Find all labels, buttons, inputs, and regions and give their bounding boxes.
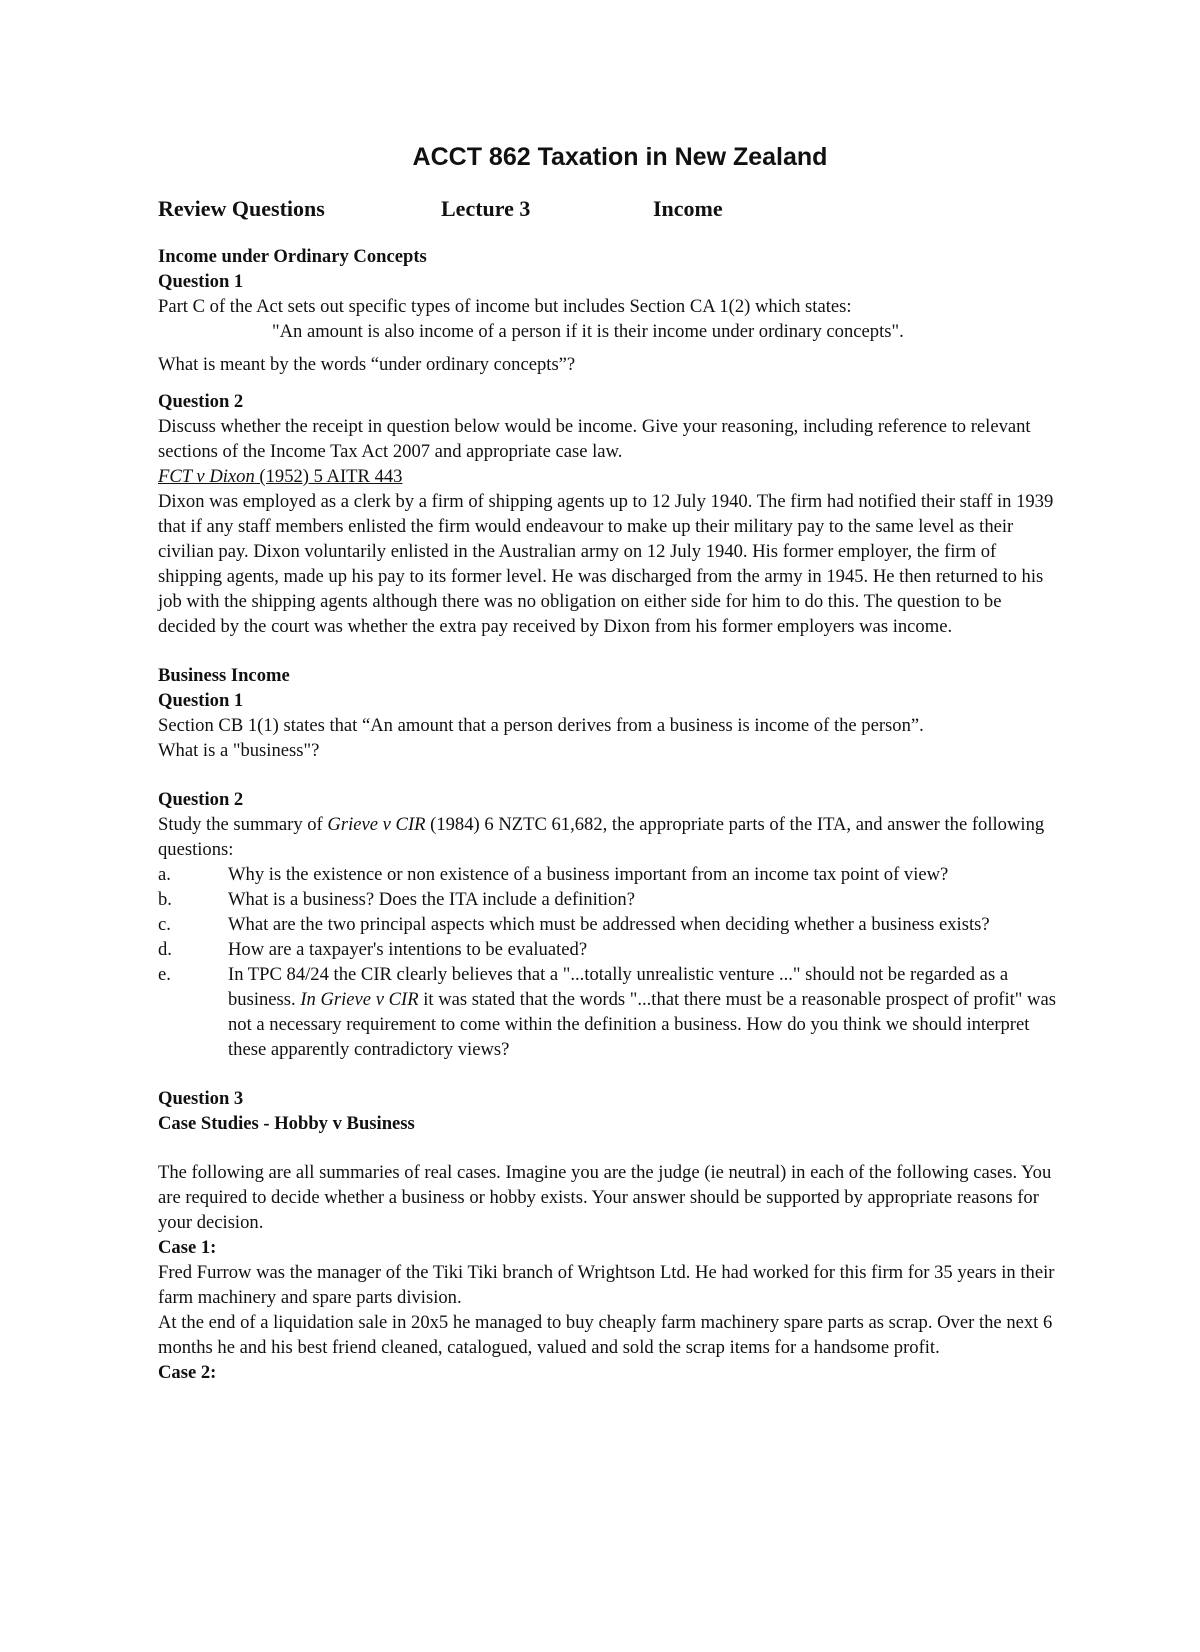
list-item-text: What is a business? Does the ITA include a definition? <box>228 889 635 910</box>
list-item <box>158 862 1058 887</box>
document-title: ACCT 862 Taxation in New Zealand <box>412 143 828 171</box>
question-text: What is meant by the words “under ordinary concepts”? <box>158 354 576 375</box>
list-item <box>158 962 1058 1062</box>
list-item-text-part: In TPC 84/24 the CIR clearly believes that a "...totally unrealistic venture ..." should not be regarded as a business. <box>228 964 1009 1010</box>
list-item-text: What are the two principal aspects which must be addressed when deciding whether a business exists? <box>228 914 990 935</box>
case-reference: (1952) 5 AITR 443 <box>254 466 403 487</box>
case-label: Case 1: <box>158 1237 217 1258</box>
sub-question-list <box>158 862 1058 1062</box>
case-name: Grieve v CIR <box>327 814 426 835</box>
case-name: FCT v Dixon <box>158 466 255 487</box>
question-label: Question 1 <box>158 690 244 711</box>
case-citation <box>158 464 1058 489</box>
question-text <box>158 812 1058 862</box>
question-text: What is a "business"? <box>158 740 320 761</box>
list-item <box>158 887 1058 912</box>
list-item-text: Why is the existence or non existence of a business important from an income tax point of view? <box>228 864 949 885</box>
question-text-part: (1984) 6 NZTC 61,682, the appropriate parts of the ITA, and answer the following questions: <box>158 814 1045 860</box>
document-content <box>158 140 1058 1385</box>
subtitle-topic: Income <box>653 196 723 221</box>
question-label: Question 1 <box>158 271 244 292</box>
case-text: Fred Furrow was the manager of the Tiki Tiki branch of Wrightson Ltd. He had worked for this firm for 35 years in their farm machinery and spare parts division. <box>158 1262 1055 1308</box>
case-facts: Dixon was employed as a clerk by a firm of shipping agents up to 12 July 1940. The firm had notified their staff in 1939 that if any staff members enlisted the firm would endeavour to make up their military pay to the same level as their civilian pay. Dixon voluntarily enlisted in the Australian army on 12 July 1940. His former employer, the firm of shipping agents, made up his pay to its former level. He was discharged from the army in 1945. He then returned to his job with the shipping agents although there was no obligation on either side for him to do this. The question to be decided by the court was whether the extra pay received by Dixon from his former employers was income. <box>158 491 1054 637</box>
question-label: Question 2 <box>158 789 244 810</box>
list-item-text <box>228 962 1058 1062</box>
section-heading-business-income: Business Income <box>158 665 290 686</box>
section-heading-ordinary-concepts: Income under Ordinary Concepts <box>158 246 427 267</box>
list-item-label: b. <box>158 889 172 910</box>
question-text: Part C of the Act sets out specific types of income but includes Section CA 1(2) which states: <box>158 296 852 317</box>
list-item <box>158 912 1058 937</box>
subtitle-lecture: Lecture 3 <box>441 196 531 221</box>
case-label: Case 2: <box>158 1362 217 1383</box>
statute-quote: "An amount is also income of a person if it is their income under ordinary concepts". <box>272 321 904 342</box>
list-item-label: d. <box>158 939 172 960</box>
case-studies-heading: Case Studies - Hobby v Business <box>158 1113 415 1134</box>
case-text: At the end of a liquidation sale in 20x5 he managed to buy cheaply farm machinery spare parts as scrap. Over the next 6 months he and his best friend cleaned, catalogued, valued and sold the scrap items for a handsome profit. <box>158 1312 1053 1358</box>
subtitle-review-questions: Review Questions <box>158 196 325 221</box>
question-text: Section CB 1(1) states that “An amount that a person derives from a business is income of the person”. <box>158 715 924 736</box>
list-item-text: How are a taxpayer's intentions to be evaluated? <box>228 939 588 960</box>
question-label: Question 3 <box>158 1088 244 1109</box>
case-name: In Grieve v CIR <box>300 989 419 1010</box>
list-item-label: c. <box>158 914 171 935</box>
list-item-text-part: it was stated that the words "...that there must be a reasonable prospect of profit" was not a necessary requirement to come within the definition a business. How do you think we should interpret these apparently contradictory views? <box>228 989 1056 1060</box>
question-text: Discuss whether the receipt in question below would be income. Give your reasoning, including reference to relevant sections of the Income Tax Act 2007 and appropriate case law. <box>158 416 1031 462</box>
list-item-label: e. <box>158 964 171 985</box>
subtitle-row <box>158 194 1058 224</box>
question-text-part: Study the summary of <box>158 814 328 835</box>
list-item-label: a. <box>158 864 171 885</box>
question-label: Question 2 <box>158 391 244 412</box>
list-item <box>158 937 1058 962</box>
case-studies-intro: The following are all summaries of real cases. Imagine you are the judge (ie neutral) in each of the following cases. You are required to decide whether a business or hobby exists. Your answer should be supported by appropriate reasons for your decision. <box>158 1162 1052 1233</box>
